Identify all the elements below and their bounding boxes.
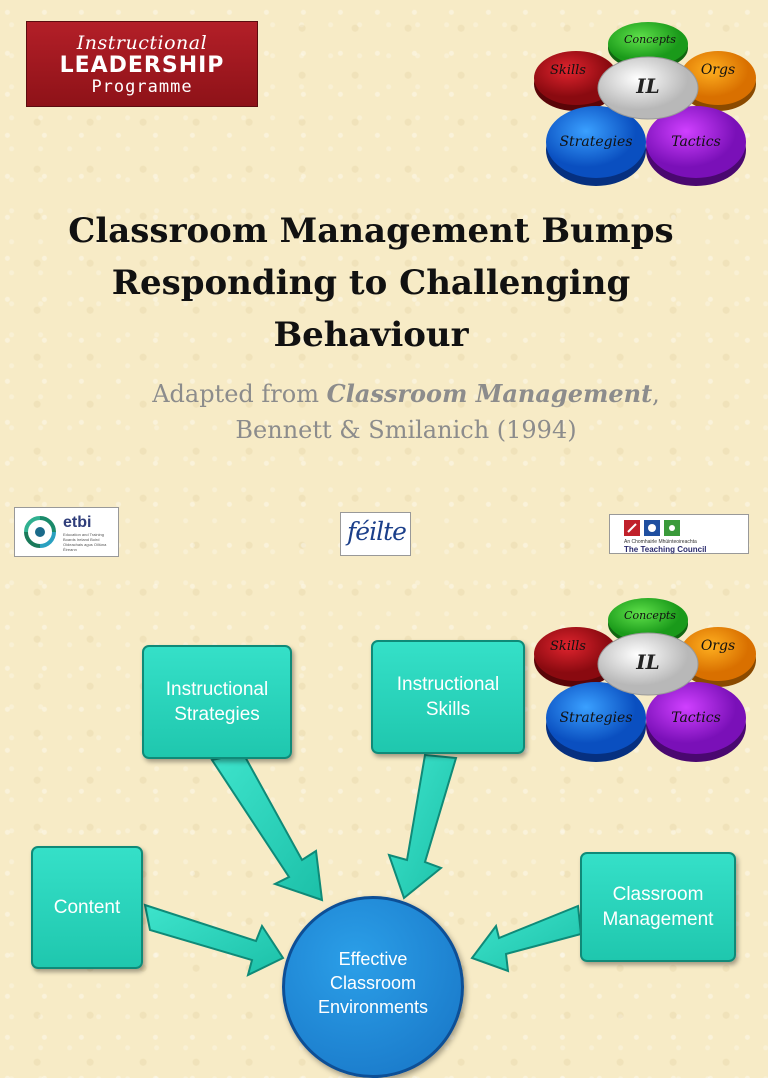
il-puzzle-logo-2 bbox=[528, 594, 760, 766]
puzzle-label-skills: Skills bbox=[550, 63, 586, 78]
flow-box-instructional-skills: Instructional Skills bbox=[371, 640, 525, 754]
arrow-management-to-center bbox=[472, 906, 581, 971]
puzzle-label-strategies: Strategies bbox=[559, 134, 633, 150]
teaching-council-irish: An Chomhairle Mhúinteoireachta bbox=[624, 539, 697, 545]
flow-box-classroom-management: Classroom Management bbox=[580, 852, 736, 962]
subtitle-suffix: , bbox=[652, 380, 660, 408]
etbi-small-text: Education and Training Boards Ireland Boird Oideachais agus Oiliúna Éireann bbox=[63, 532, 107, 552]
arrow-strategies-to-center bbox=[212, 753, 322, 900]
puzzle-label-orgs: Orgs bbox=[700, 638, 736, 654]
feilte-name: féilte bbox=[347, 517, 406, 546]
puzzle-label-tactics: Tactics bbox=[671, 710, 721, 726]
etbi-name: etbi bbox=[63, 514, 92, 531]
subtitle-authors: Bennett & Smilanich (1994) bbox=[235, 416, 577, 444]
subtitle-book-title: Classroom Management bbox=[326, 379, 653, 408]
puzzle-center-label: IL bbox=[636, 650, 660, 674]
logo-line-2: LEADERSHIP bbox=[59, 53, 225, 78]
logo-line-3: Programme bbox=[91, 77, 193, 97]
flow-box-content: Content bbox=[31, 846, 143, 969]
puzzle-label-strategies: Strategies bbox=[559, 710, 633, 726]
flow-center-effective-classroom-environments: Effective Classroom Environments bbox=[282, 896, 464, 1078]
puzzle-label-orgs: Orgs bbox=[700, 62, 736, 78]
subtitle-prefix: Adapted from bbox=[152, 380, 327, 408]
teaching-council-english: The Teaching Council bbox=[624, 545, 707, 554]
puzzle-label-concepts: Concepts bbox=[624, 33, 676, 46]
puzzle-label-skills: Skills bbox=[550, 639, 586, 654]
puzzle-label-tactics: Tactics bbox=[671, 134, 721, 150]
arrow-skills-to-center bbox=[389, 755, 456, 898]
arrow-content-to-center bbox=[145, 905, 283, 975]
title-line-1: Classroom Management Bumps bbox=[68, 211, 674, 251]
flow-box-instructional-strategies: Instructional Strategies bbox=[142, 645, 292, 759]
title-line-2: Responding to Challenging bbox=[111, 263, 631, 303]
puzzle-center-label: IL bbox=[636, 74, 660, 98]
title-line-3: Behaviour bbox=[273, 315, 469, 355]
logo-line-1: Instructional bbox=[76, 32, 208, 54]
puzzle-label-concepts: Concepts bbox=[624, 609, 676, 622]
